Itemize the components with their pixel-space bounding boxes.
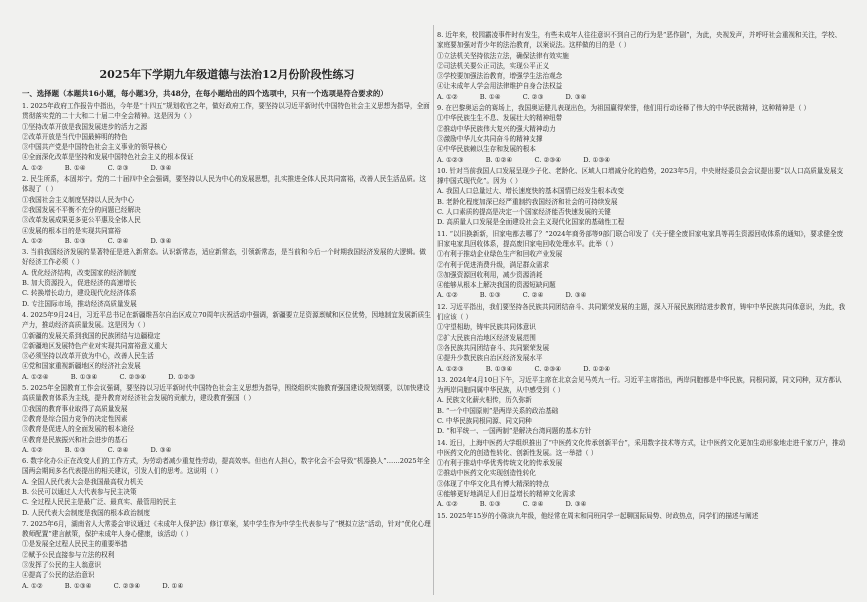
answer-option: D. 人民代表大会制度是我国的根本政治制度 (22, 508, 150, 517)
answer-option: ①我国社会主义制度坚持以人民为中心 (22, 195, 135, 204)
left-page (22, 30, 432, 596)
answer-option: ②扩大民族自治地区经济发展范围 (437, 333, 536, 342)
question-stem: 9. 在巴黎奥运会的赛场上，我国奥运健儿表现出色，为祖国赢得荣誉，他们用行动诠释了伟大的中华民族精神，这种精神是（ ） (437, 104, 811, 113)
answer-choice: A. ①② (22, 445, 43, 454)
answer-choice: C. ②③④ (113, 581, 141, 590)
answer-option: ①有利于推动中华优秀传统文化的传承发展 (437, 459, 563, 468)
answer-choice: D. ③④ (565, 500, 587, 509)
answer-option: ③发挥了公民的主人翁意识 (22, 561, 102, 570)
question-stem: 13. 2024年4月10日下午，习近平主席在北京会见马英九一行。习近平主席指出，两岸同胞都是中华民族，同根同源，同文同种，双方都认为两岸同胞同属中华民族，从中感受到（ ） (437, 375, 842, 395)
question-stem: 11. “以旧换新新，旧家电都去哪了？”2024年商务部等9部门联合印发了《关于健全废旧家电家具等再生资源回收体系的通知》，要求健全废旧家电家具回收体系，提高废旧家电回收处理水平。此举（ ） (437, 229, 844, 248)
answer-option: ③学校要加强法治教育，增强学生法治观念 (437, 72, 563, 81)
answer-option: ③加强资源回收利用，减少资源消耗 (437, 270, 543, 279)
answer-option: ④能够更好地满足人们日益增长的精神文化需求 (437, 490, 576, 499)
answer-option: ②赋予公民直接参与立法的权利 (22, 550, 115, 559)
question-item (437, 511, 847, 521)
answer-option: ②司法机关要公正司法，实现公平正义 (437, 61, 550, 70)
answer-choice: C. ②③④ (534, 364, 562, 373)
question-stem: 12. 习近平指出，我们要坚持各民族共同团结奋斗、共同繁荣发展的主题，深入开展民族团结进步教育，铸牢中华民族共同体意识，为此，我们应该（ ） (437, 302, 846, 322)
answer-choice: A. ①② (437, 92, 458, 101)
answer-choice: B. ①③ (479, 500, 501, 509)
question-item (22, 383, 432, 455)
answer-option: B. 加大资源投入，促进经济的高速增长 (22, 279, 137, 288)
answer-choice: C. ②③ (522, 92, 544, 101)
answer-choice: C. ②③④ (119, 372, 147, 381)
answer-choice: A. ①②③ (437, 364, 464, 373)
answer-choices (437, 364, 847, 374)
question-stem: 2. 民生所系，本固邦宁。党的二十届四中全会强调，要坚持以人民为中心的发展思想，扎实推进全体人民共同富裕，改善人民生活品质。这体现了（ ） (22, 175, 427, 194)
question-stem: 6. 数字化办公正在改变人们的工作方式，为劳动者减少重复性劳动，提高效率。但也有人担心，数字化会不会导致“机器换人”……2025年全国两会期间多名代表提出的相关建议，引发人们的思考。这说明（ ） (22, 457, 430, 476)
question-item (22, 519, 432, 591)
answer-choice: A. ①②③ (437, 155, 464, 164)
answer-option: ④党和国家重视新疆地区的经济社会发展 (22, 362, 141, 371)
answer-option: ③各民族共同团结奋斗、共同繁荣发展 (437, 343, 550, 352)
answer-choice: B. ①③ (479, 291, 501, 300)
question-item (437, 438, 847, 510)
answer-option: ③必须坚持以改革开放为中心，改善人民生活 (22, 352, 154, 361)
answer-option: ④发展的根本目的是实现共同富裕 (22, 226, 121, 235)
answer-option: ②改革开放是当代中国最鲜明的特色 (22, 132, 128, 141)
answer-choices (22, 445, 432, 455)
answer-option: B. 老龄化程度加深已经严重制约我国经济和社会的可持续发展 (437, 197, 618, 206)
answer-option: ②我国发展不平衡不充分的问题已经解决 (22, 205, 141, 214)
page-title: 2025年下学期九年级道德与法治12月份阶段性练习 (99, 68, 355, 81)
answer-choices (22, 372, 432, 382)
answer-choice: B. ①③ (64, 236, 86, 245)
answer-choice: D. ①②④ (583, 364, 611, 373)
answer-option: A. 民族文化薪火相传，历久弥新 (437, 396, 532, 405)
answer-option: ③改革发展成果更多更公平惠及全体人民 (22, 216, 141, 225)
question-stem: 3. 当前我国经济发展的显著特征是进入新常态。认识新常态，适应新常态，引领新常态，是当前和今后一个时期我国经济发展的大逻辑。做好经济工作必须（ ） (22, 248, 427, 267)
answer-option: ②推动中华民族伟大复兴的强大精神动力 (437, 124, 556, 133)
section-heading: 一、选择题（本题共16小题，每小题3分，共48分，在每小题给出的四个选项中，只有一个选项是符合要求的） (22, 89, 388, 98)
answer-option: ④全面深化改革是坚持和发展中国特色社会主义的根本保证 (22, 153, 194, 162)
answer-choice: D. ③④ (565, 291, 587, 300)
answer-choice: A. ①② (437, 291, 458, 300)
answer-option: ①是发展全过程人民民主的重要举措 (22, 540, 128, 549)
answer-choice: B. ①④ (64, 163, 86, 172)
answer-choice: B. ①③④ (70, 372, 98, 381)
answer-option: ①中华民族生生不息、发展壮大的精神纽带 (437, 114, 563, 123)
question-item (22, 101, 432, 173)
answer-choice: C. ②③ (107, 163, 129, 172)
answer-option: ①新疆的发展关系到我国的民族团结与边疆稳定 (22, 331, 161, 340)
answer-option: ④教育是民族振兴和社会进步的基石 (22, 435, 128, 444)
question-item (22, 247, 432, 309)
answer-choices (437, 499, 847, 509)
answer-option: ①我国的教育事业取得了高质量发展 (22, 404, 128, 413)
answer-choice: C. ②④ (107, 236, 129, 245)
question-stem: 1. 2025年政府工作报告中指出，今年是“十四五”规划收官之年，做好政府工作，要坚持以习近平新时代中国特色社会主义思想为指导，全面贯彻落实党的二十大和二十届二中全会精神。这是因为（ ） (22, 102, 430, 121)
question-stem: 7. 2025年6月，湖南省人大常委会审议通过《未成年人保护法》修订草案，某中学生作为中学生代表参与了“模拟立法”活动，针对“优化心理教师配置”建言献策，保护未成年人身心健康，该活动（ ） (22, 519, 431, 539)
answer-choice: D. ③④ (150, 236, 172, 245)
answer-option: ①坚持改革开放是我国发展进步的活力之源 (22, 122, 148, 131)
answer-option: A. 我国人口总量过大、增长速度快的基本国情已经发生根本改变 (437, 187, 624, 196)
question-item (437, 30, 847, 102)
question-item (22, 310, 432, 382)
answer-option: C. 人口素质的提高是决定一个国家经济能否快速发展的关键 (437, 208, 611, 217)
answer-option: D. “和平统一、一国两制”是解决台湾问题的基本方针 (437, 427, 592, 436)
answer-choice: A. ①②④ (22, 372, 49, 381)
answer-choices (437, 155, 847, 165)
answer-choice: D. ③④ (150, 163, 172, 172)
question-stem: 15. 2025年15岁的小陈读九年级，他经常在周末和同班同学一起聊国际局势、时政热点，同学们的描述与阐述 (437, 511, 759, 520)
answer-choice: D. ①②③ (168, 372, 196, 381)
answer-option: ④提升少数民族自治区经济发展水平 (437, 354, 543, 363)
answer-choice: C. ②④ (107, 445, 129, 454)
question-stem: 8. 近年来，校园霸凌事件时有发生，有些未成年人往往意识不到自己的行为是“恶作剧”，为此，央视发声，并呼吁社会重视和关注，学校、家庭要加强对青少年的法治教育，以案说法。这样做的目的是（ ） (437, 31, 842, 50)
answer-choice: C. ②④ (522, 500, 544, 509)
answer-choice: D. ①③④ (583, 155, 611, 164)
answer-option: ④中华民族赖以生存和发展的根本 (437, 145, 536, 154)
answer-option: ②有利于促进消费升级，满足群众需求 (437, 260, 550, 269)
question-list-left (22, 101, 432, 591)
answer-choice: D. ③④ (565, 92, 587, 101)
answer-choice: D. ③④ (150, 445, 172, 454)
answer-choice: D. ①④ (162, 581, 184, 590)
question-item (437, 375, 847, 437)
answer-choice: B. ①④ (479, 92, 501, 101)
question-stem: 10. 针对当前我国人口发展呈现少子化、老龄化、区域人口增减分化的趋势，2023年5月，中央财经委员会会议提出要“以人口高质量发展支撑中国式现代化”。因为（ ） (437, 166, 844, 186)
answer-option: ④能够从根本上解决我国的资源短缺问题 (437, 281, 556, 290)
answer-option: D. 高质量人口发展是全面建设社会主义现代化国家的基础性工程 (437, 218, 625, 227)
answer-option: B. “一个中国原则”是两岸关系的政治基础 (437, 406, 559, 415)
question-stem: 4. 2025年9月24日，习近平总书记在新疆维吾尔自治区成立70周年庆祝活动中强调，新疆要立足资源禀赋和区位优势，因地制宜发展新质生产力，推动经济高质量发展。这是因为（ ） (22, 310, 431, 330)
answer-option: C. 中华民族同根同源、同文同种 (437, 416, 532, 425)
answer-option: ①有利于推动企业绿色生产和回收产业发展 (437, 250, 563, 259)
question-item (437, 166, 847, 228)
answer-option: ①立法机关坚持依法立法，确保法律有效实施 (437, 51, 569, 60)
answer-choice: A. ①② (22, 236, 43, 245)
answer-choices (437, 92, 847, 102)
answer-option: A. 优化经济结构，改变国家的经济制度 (22, 268, 137, 277)
answer-choice: A. ①② (437, 500, 458, 509)
answer-choice: B. ①②④ (485, 155, 513, 164)
right-page (437, 30, 847, 596)
answer-option: C. 全过程人民民主是最广泛、最真实、最管用的民主 (22, 498, 177, 507)
answer-choices (437, 290, 847, 300)
answer-option: ③激励中华儿女共同奋斗的精神支撑 (437, 134, 543, 143)
answer-choice: B. ①③④ (485, 364, 513, 373)
answer-choices (22, 236, 432, 246)
answer-option: ④提高了公民的法治意识 (22, 571, 95, 580)
answer-choice: A. ①② (22, 163, 43, 172)
answer-choices (22, 581, 432, 591)
answer-option: ②推动中医药文化实现创造性转化 (437, 469, 536, 478)
question-item (437, 302, 847, 374)
question-item (437, 229, 847, 301)
question-item (22, 174, 432, 246)
answer-option: D. 专注国际市场，推动经济高质量发展 (22, 299, 137, 308)
answer-option: ①守望相助，铸牢民族共同体意识 (437, 323, 536, 332)
answer-option: ③教育是促进人的全面发展的根本途径 (22, 425, 135, 434)
question-stem: 14. 近日，上海中医药大学组织推出了“中医药文化传承创新平台”，采用数字技术等方式，让中医药文化更加生动形象地走进千家万户，推动中医药文化的创造性转化、创新性发展。这一举措（ ） (437, 438, 846, 457)
answer-choice: C. ②③④ (534, 155, 562, 164)
answer-choices (22, 163, 432, 173)
question-item (437, 103, 847, 165)
answer-option: ③体现了中华文化具有博大精深的特点 (437, 479, 550, 488)
answer-option: ②教育是综合国力竞争的决定性因素 (22, 414, 128, 423)
answer-option: A. 全国人民代表大会是我国最高权力机关 (22, 477, 144, 486)
question-list-right (437, 30, 847, 521)
answer-choice: B. ①③④ (64, 581, 92, 590)
answer-choice: B. ①③ (64, 445, 86, 454)
answer-choice: C. ②④ (522, 291, 544, 300)
answer-option: ③中国共产党是中国特色社会主义事业的领导核心 (22, 143, 168, 152)
question-item (22, 456, 432, 518)
answer-choice: A. ①② (22, 581, 43, 590)
page-divider (433, 25, 434, 595)
answer-option: ④让未成年人学会用法律维护自身合法权益 (437, 82, 563, 91)
question-stem: 5. 2025年全国教育工作会议强调，要坚持以习近平新时代中国特色社会主义思想为指导，围绕组织实施教育强国建设规划纲要，以加快建设高质量教育体系为主线，提升教育对经济社会发展的贡献力，建设教育强国（ ） (22, 384, 430, 403)
answer-option: C. 转换增长动力，建设现代化经济体系 (22, 289, 137, 298)
answer-option: ②新疆地区发展特色产业对实现共同富裕意义重大 (22, 341, 168, 350)
answer-option: B. 公民可以通过人大代表参与民主决策 (22, 487, 137, 496)
